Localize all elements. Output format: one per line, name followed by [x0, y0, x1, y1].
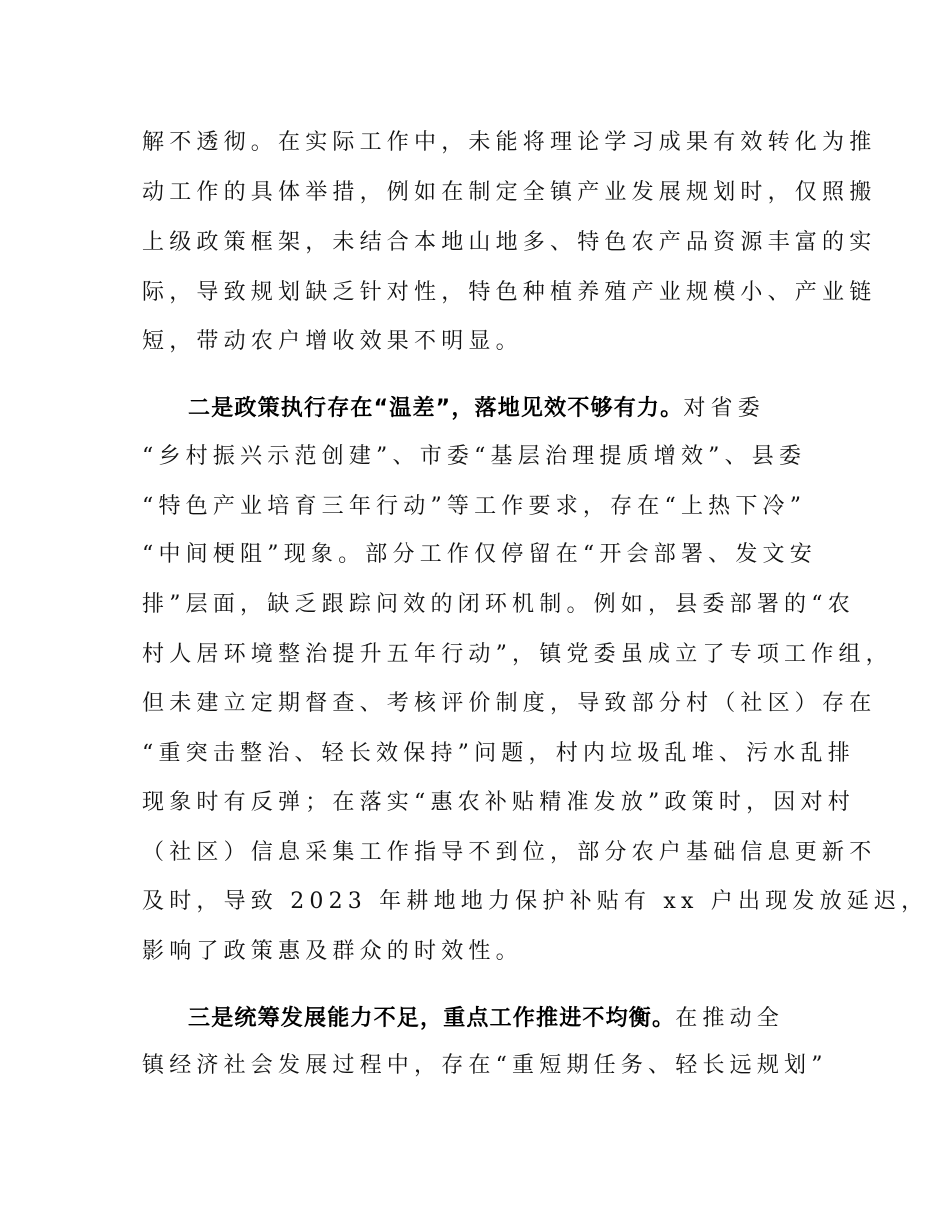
text-line: 动工作的具体举措，例如在制定全镇产业发展规划时，仅照搬 — [142, 180, 877, 205]
text-line: “乡村振兴示范创建”、市委“基层治理提质增效”、县委 — [142, 444, 807, 469]
text-line: 短，带动农户增收效果不明显。 — [142, 329, 523, 354]
text-line: 上级政策框架，未结合本地山地多、特色农产品资源丰富的实 — [142, 230, 877, 255]
text-line: 镇经济社会发展过程中，存在“重短期任务、轻长远规划” — [142, 1053, 828, 1078]
text-line: 影响了政策惠及群众的时效性。 — [142, 939, 523, 964]
text-line: 际，导致规划缺乏针对性，特色种植养殖产业规模小、产业链 — [142, 280, 877, 305]
section-heading: 三是统筹发展能力不足，重点工作推进不均衡。 — [188, 1006, 676, 1031]
text-line: 村人居环境整治提升五年行动”，镇党委虽成立了专项工作组， — [142, 642, 893, 667]
text-line: 及时，导致 2023 年耕地地力保护补贴有 xx 户出现发放延迟， — [142, 889, 929, 914]
paragraph-first-line — [188, 394, 765, 424]
text-line: （社区）信息采集工作指导不到位，部分农户基础信息更新不 — [142, 840, 877, 865]
text-line: “中间梗阻”现象。部分工作仅停留在“开会部署、发文安 — [142, 542, 817, 567]
text-line: 但未建立定期督查、考核评价制度，导致部分村（社区）存在 — [142, 691, 877, 716]
text-line: 排”层面，缺乏跟踪问效的闭环机制。例如，县委部署的“农 — [142, 592, 855, 617]
text-run: 在推动全 — [675, 1006, 785, 1031]
section-heading: 二是政策执行存在“温差”，落地见效不够有力。 — [188, 396, 684, 421]
text-line: “重突击整治、轻长效保持”问题，村内垃圾乱堆、污水乱排 — [142, 741, 855, 766]
text-line: 解不透彻。在实际工作中，未能将理论学习成果有效转化为推 — [142, 130, 877, 155]
text-line: 现象时有反弹；在落实“惠农补贴精准发放”政策时，因对村 — [142, 790, 855, 815]
paragraph-first-line — [188, 1004, 784, 1034]
text-run: 对省委 — [683, 396, 765, 421]
text-line: “特色产业培育三年行动”等工作要求，存在“上热下冷” — [142, 494, 807, 519]
